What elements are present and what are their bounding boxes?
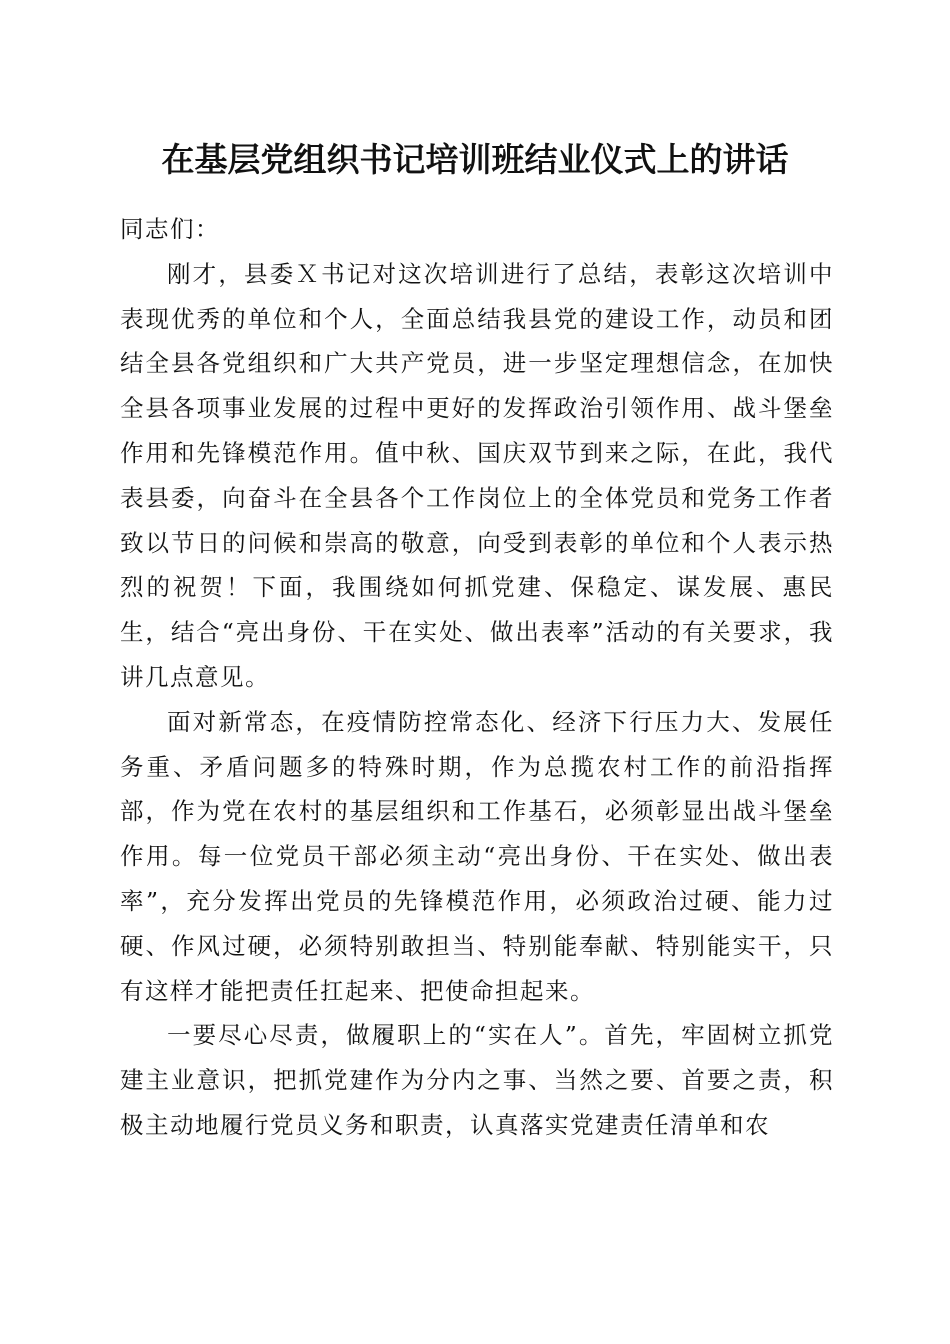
paragraph-3: 一要尽心尽责，做履职上的“实在人”。首先，牢固树立抓党建主业意识，把抓党建作为分内之事、当然之要、首要之责，积极主动地履行党员义务和职责，认真落实党建责任清单和农 [120,1021,834,1139]
paragraph-1: 刚才，县委Ｘ书记对这次培训进行了总结，表彰这次培训中表现优秀的单位和个人，全面总结我县党的建设工作，动员和团结全县各党组织和广大共产党员，进一步坚定理想信念，在加快全县各项事业发展的过程中更好的发挥政治引领作用、战斗堡垒作用和先锋模范作用。值中秋、国庆双节到来之际，在此，我代表县委，向奋斗在全县各个工作岗位上的全体党员和党务工作者致以节日的问候和崇高的敬意，向受到表彰的单位和个人表示热烈的祝贺！下面，我围绕如何抓党建、保稳定、谋发展、惠民生，结合“亮出身份、干在实处、做出表率”活动的有关要求，我讲几点意见。 [120,259,834,691]
document-title: 在基层党组织书记培训班结业仪式上的讲话 [161,140,789,179]
paragraph-2: 面对新常态，在疫情防控常态化、经济下行压力大、发展任务重、矛盾问题多的特殊时期，作为总揽农村工作的前沿指挥部，作为党在农村的基层组织和工作基石，必须彰显出战斗堡垒作用。每一位党员干部必须主动“亮出身份、干在实处、做出表率”，充分发挥出党员的先锋模范作用，必须政治过硬、能力过硬、作风过硬，必须特别敢担当、特别能奉献、特别能实干，只有这样才能把责任扛起来、把使命担起来。 [120,707,834,1005]
salutation: 同志们： [120,215,220,243]
document-body [120,207,834,1148]
